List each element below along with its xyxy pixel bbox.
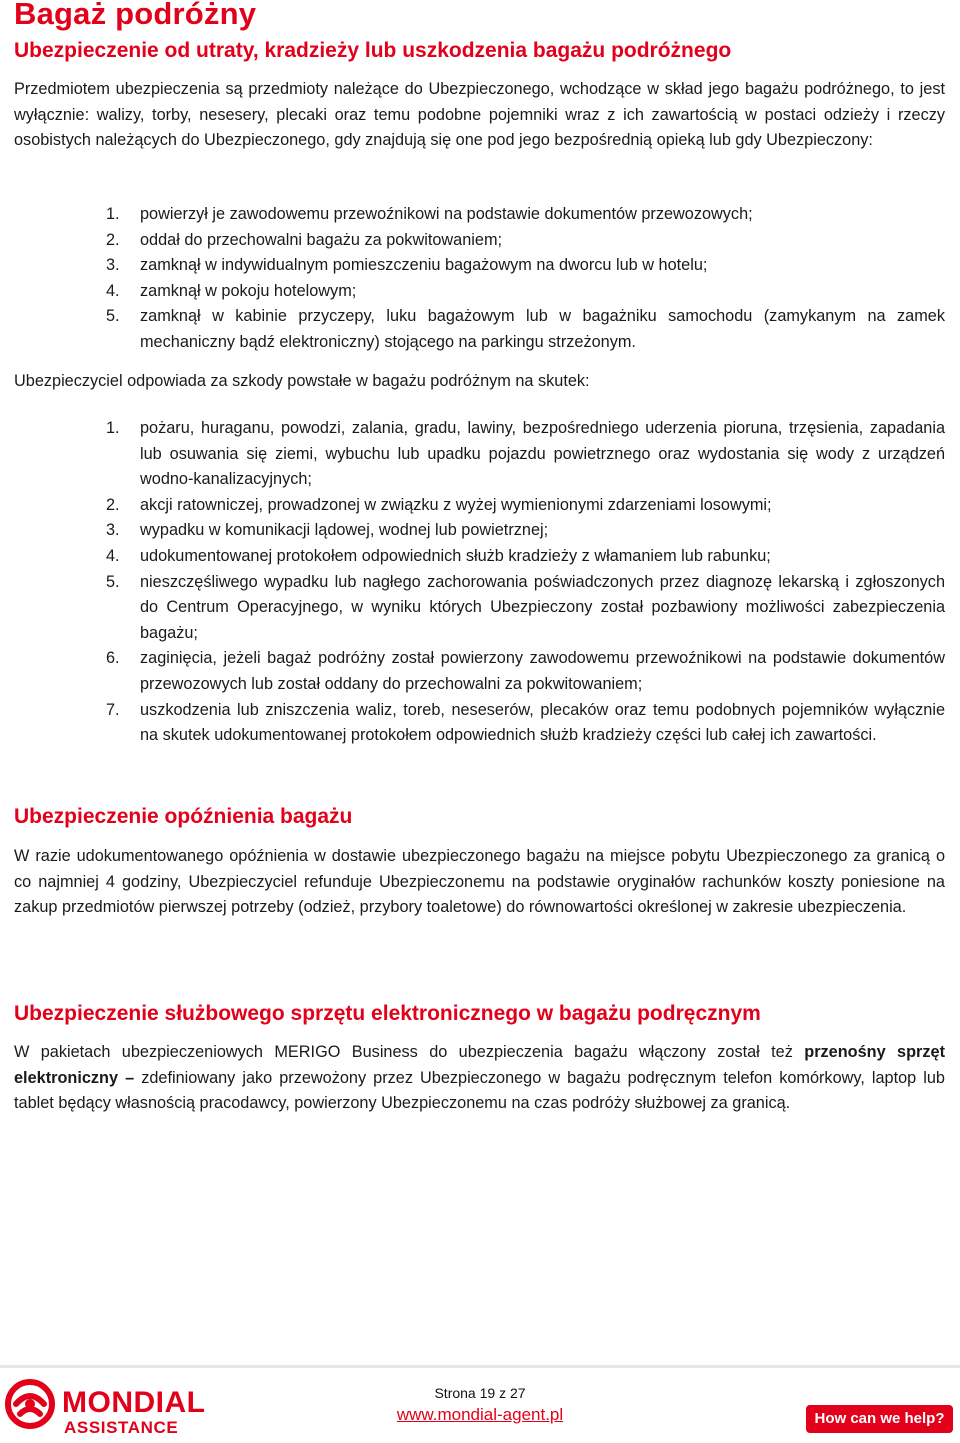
baggage-delay-paragraph: W razie udokumentowanego opóźnienia w dostawie ubezpieczonego bagażu na miejsce pobytu Ubezpieczonego za granicą o co najmniej 4 godziny, Ubezpieczyciel refunduje Ubezpieczonemu na podstawie oryginałów rachunków koszty poniesione na zakup przedmiotów pierwszej potrzeby (odzież, przybory toaletowe) do równowartości określonej w zakresie ubezpieczenia. xyxy=(14,847,945,917)
custody-conditions-list xyxy=(106,202,945,356)
list-item: 7. uszkodzenia lub zniszczenia waliz, toreb, neseserów, plecaków oraz temu podobnych pojemników wyłącznie na skutek udokumentowanej protokołem odpowiednich służb kradzieży części lub całej ich zawartości. xyxy=(106,700,945,745)
list-item: 5. zamknął w kabinie przyczepy, luku bagażowym lub w bagażniku samochodu (zamykanym na zamek mechaniczny bądź elektroniczny) stojącego na parkingu strzeżonym. xyxy=(106,307,945,351)
list-item: 1. powierzył je zawodowemu przewoźnikowi na podstawie dokumentów przewozowych; xyxy=(106,205,753,223)
list-item: 3. wypadku w komunikacji lądowej, wodnej lub powietrznej; xyxy=(106,521,549,540)
list-item: 4. zamknął w pokoju hotelowym; xyxy=(106,281,357,300)
page-number: Strona 19 z 27 xyxy=(434,1385,526,1401)
damage-causes-list xyxy=(106,416,945,749)
list-item: 3. zamknął w indywidualnym pomieszczeniu bagażowym na dworcu lub w hotelu; xyxy=(106,256,708,275)
section-heading-baggage-delay: Ubezpieczenie opóźnienia bagażu xyxy=(14,805,353,828)
footer-divider xyxy=(0,1365,960,1368)
logo-text-assistance: ASSISTANCE xyxy=(64,1418,179,1437)
page-title: Bagaż podróżny xyxy=(14,0,257,31)
website-link[interactable]: www.mondial-agent.pl xyxy=(396,1405,564,1424)
list-item: 1. pożaru, huraganu, powodzi, zalania, gradu, lawiny, bezpośredniego uderzenia pioruna, trzęsienia, zapadania lub osuwania się ziemi, wybuchu lub upadku pojazdu powietrznego oraz wydostania się wody z urządzeń wodno-kanalizacyjnych; xyxy=(106,419,945,489)
section-heading-electronics: Ubezpieczenie służbowego sprzętu elektronicznego w bagażu podręcznym xyxy=(14,1002,761,1025)
help-button[interactable]: How can we help? xyxy=(806,1405,953,1433)
section-heading-baggage-loss: Ubezpieczenie od utraty, kradzieży lub uszkodzenia bagażu podróżnego xyxy=(14,39,732,62)
electronics-paragraph: W pakietach ubezpieczeniowych MERIGO Business do ubezpieczenia bagażu włączony został też przenośny sprzęt elektroniczny – zdefiniowany jako przewożony przez Ubezpieczonego w bagażu podręcznym telefon komórkowy, laptop lub tablet będący własnością pracodawcy, powierzony Ubezpieczonemu na czas podróży służbowej za granicą. xyxy=(14,1043,945,1113)
list-item: 6. zaginięcia, jeżeli bagaż podróżny został powierzony zawodowemu przewoźnikowi na podstawie dokumentów przewozowych lub został oddany do przechowalni za pokwitowaniem; xyxy=(106,649,945,693)
baggage-definition-paragraph: Przedmiotem ubezpieczenia są przedmioty należące do Ubezpieczonego, wchodzące w skład jego bagażu podróżnego, to jest wyłącznie: walizy, torby, nesesery, plecaki oraz temu podobne pojemniki wraz z ich zawartością w postaci odzieży i rzeczy osobistych należących do Ubezpieczonego, gdy znajdują się one pod jego bezpośrednią opieką lub gdy Ubezpieczony: xyxy=(14,80,945,150)
list-item: 2. akcji ratowniczej, prowadzonej w związku z wyżej wymienionymi zdarzeniami losowymi; xyxy=(106,495,772,514)
list-item: 4. udokumentowanej protokołem odpowiednich służb kradzieży z włamaniem lub rabunku; xyxy=(106,546,771,565)
list-item: 2. oddał do przechowalni bagażu za pokwitowaniem; xyxy=(106,230,503,249)
logo-text-mondial: MONDIAL xyxy=(62,1386,206,1419)
liability-intro: Ubezpieczyciel odpowiada za szkody powstałe w bagażu podróżnym na skutek: xyxy=(14,372,590,390)
list-item: 5. nieszczęśliwego wypadku lub nagłego zachorowania poświadczonych przez diagnozę lekarską i zgłoszonych do Centrum Operacyjnego, w wyniku których Ubezpieczony został pozbawiony możliwości zabezpieczenia bagażu; xyxy=(106,572,945,642)
